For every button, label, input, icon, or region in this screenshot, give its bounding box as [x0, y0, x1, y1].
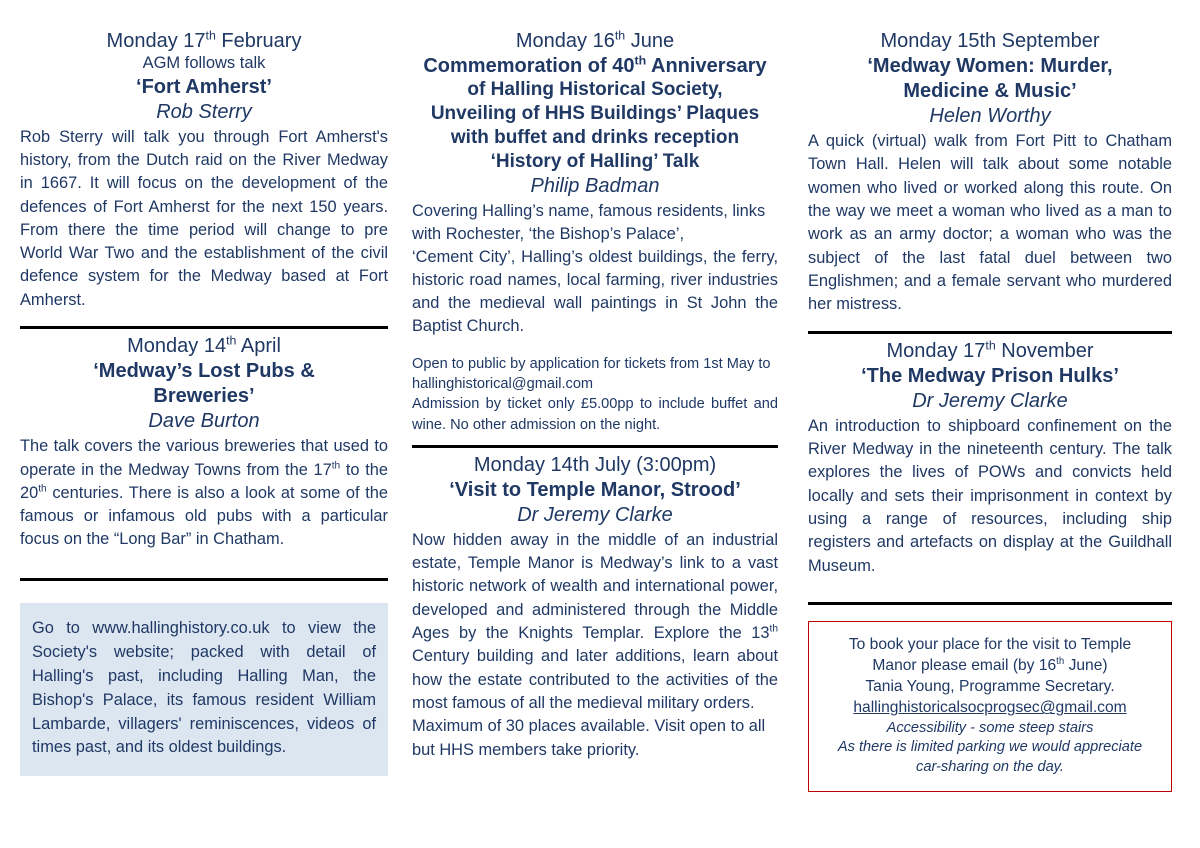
- event-september-date: Monday 15th September: [880, 30, 1100, 52]
- event-april-title-line1: ‘Medway’s Lost Pubs &: [93, 360, 315, 383]
- ordinal-suffix: th: [985, 337, 996, 352]
- event-november-description: An introduction to shipboard confinement on the River Medway in the nineteenth century. The talk explores the lives of POWs and convicts held locally and sets their imprisonment in context by using a range of resources, including ship registers and artefacts on display at the Guildhall Museum.: [808, 416, 1172, 575]
- column-one: [10, 30, 400, 828]
- event-july-places-note: Maximum of 30 places available. Visit open to all but HHS members take priority.: [412, 717, 766, 759]
- spacer: [808, 611, 1172, 621]
- booking-line2: Manor please email (by 16th June): [872, 655, 1108, 675]
- ordinal-suffix: th: [205, 28, 216, 43]
- event-june-tickets-line1: Open to public by application for tickets from 1st May to hallinghistorical@gmail.com: [412, 356, 771, 393]
- ordinal-suffix: th: [634, 53, 647, 68]
- event-june-title-line2: of Halling Historical Society,: [467, 79, 723, 101]
- booking-parking-note-line2: car-sharing on the day.: [916, 758, 1064, 775]
- event-february-speaker: Rob Sterry: [156, 100, 252, 123]
- ordinal-suffix: th: [226, 333, 237, 348]
- event-june-title-line4: with buffet and drinks reception: [450, 126, 740, 148]
- event-june-date: Monday 16th June: [515, 28, 675, 52]
- event-june-title-line5: ‘History of Halling’ Talk: [490, 150, 700, 172]
- ordinal-suffix: th: [1056, 655, 1065, 667]
- spacer: [20, 587, 388, 603]
- event-june: [412, 30, 778, 435]
- booking-line1: To book your place for the visit to Temple: [848, 635, 1132, 653]
- event-february-date: Monday 17th February: [106, 28, 302, 52]
- event-september-speaker: Helen Worthy: [929, 105, 1051, 128]
- column-two: [400, 30, 790, 828]
- event-april-title-line2: Breweries’: [153, 385, 255, 408]
- section-divider: [412, 445, 778, 448]
- event-september-title-line2: Medicine & Music’: [903, 80, 1077, 103]
- section-divider: [808, 602, 1172, 605]
- event-february-subtitle: AGM follows talk: [142, 54, 266, 73]
- event-april-description: The talk covers the various breweries that used to operate in the Medway Towns from the 17th to the 20th centuries. There is also a look at some of the famous or infamous old pubs with a particular focus on the “Long Bar” in Chatham.: [20, 437, 388, 549]
- event-september-description: A quick (virtual) walk from Fort Pitt to Chatham Town Hall. Helen will talk about some notable women who lived or worked along this route. On the way we meet a woman who lived as a man to work as an army doctor; a woman who was the subject of the last fatal duel between two Englishmen; and a female servant who murdered her mistress.: [808, 132, 1172, 314]
- ordinal-suffix: th: [331, 460, 341, 472]
- event-november-speaker: Dr Jeremy Clarke: [912, 389, 1068, 412]
- event-july-description: Now hidden away in the middle of an industrial estate, Temple Manor is Medway’s link to a vast historic network of wealth and international power, developed and administered through the Middle Ages by the Knights Templar. Explore the 13th Century building and later additions, learn about how the estate contributed to the activities of the most famous of all the medieval military orders.: [412, 530, 778, 712]
- event-april-speaker: Dave Burton: [148, 410, 260, 433]
- column-three: [790, 30, 1180, 828]
- event-july-date: Monday 14th July (3:00pm): [473, 453, 717, 476]
- event-june-title-line3: Unveiling of HHS Buildings’ Plaques: [430, 102, 760, 124]
- event-july-title: ‘Visit to Temple Manor, Strood’: [449, 478, 741, 501]
- website-info-box: [20, 603, 388, 777]
- event-november: [808, 337, 1172, 578]
- ordinal-suffix: th: [614, 28, 626, 43]
- event-july: [412, 454, 778, 762]
- booking-info-box: [808, 621, 1172, 792]
- event-april-date: Monday 14th April: [127, 333, 281, 358]
- event-september: [808, 30, 1172, 317]
- event-june-tickets-line2: Admission by ticket only £5.00pp to include buffet and wine. No other admission on the night.: [412, 396, 778, 433]
- event-june-description-line2: ‘Cement City’, Halling’s oldest buildings, the ferry, historic road names, local farming, river industries and the medieval wall paintings in St John the Baptist Church.: [412, 248, 778, 336]
- event-april: [20, 335, 388, 552]
- booking-parking-note-line1: As there is limited parking we would appreciate: [837, 739, 1143, 756]
- website-info-text: Go to www.hallinghistory.co.uk to view the Society's website; packed with detail of Halling's past, including Halling Man, the Bishop's Palace, its famous resident William Lambarde, villagers' reminiscences, videos of times past, and its oldest buildings.: [32, 618, 376, 757]
- event-february-description: Rob Sterry will talk you through Fort Amherst's history, from the Dutch raid on the River Medway in 1667. It will focus on the development of the defences of Fort Amherst for the next 150 years. From there the time period will change to pre World War Two and the establishment of the civil defence system for the Medway based at Fort Amherst.: [20, 127, 388, 309]
- ordinal-suffix: th: [38, 483, 47, 495]
- event-february-title: ‘Fort Amherst’: [136, 75, 272, 98]
- event-july-speaker: Dr Jeremy Clarke: [517, 503, 673, 526]
- event-june-speaker: Philip Badman: [530, 175, 660, 198]
- event-november-date: Monday 17th November: [886, 337, 1094, 362]
- section-divider: [20, 326, 388, 329]
- event-february: [20, 30, 388, 312]
- section-divider: [808, 331, 1172, 334]
- booking-email-link[interactable]: [819, 697, 1161, 718]
- event-september-title-line1: ‘Medway Women: Murder,: [867, 55, 1113, 78]
- ordinal-suffix: th: [769, 623, 778, 635]
- spacer: [412, 338, 778, 354]
- email-hyperlink[interactable]: hallinghistoricalsocprogsec@gmail.com: [853, 699, 1127, 717]
- event-june-title-line1: Commemoration of 40th Anniversary: [423, 53, 767, 78]
- event-june-description-line1: Covering Halling’s name, famous residents, links with Rochester, ‘the Bishop’s Palace’,: [412, 202, 766, 244]
- booking-line3: Tania Young, Programme Secretary.: [865, 678, 1115, 696]
- booking-accessibility-note: Accessibility - some steep stairs: [886, 719, 1094, 736]
- event-november-title: ‘The Medway Prison Hulks’: [861, 364, 1119, 387]
- section-divider: [20, 578, 388, 581]
